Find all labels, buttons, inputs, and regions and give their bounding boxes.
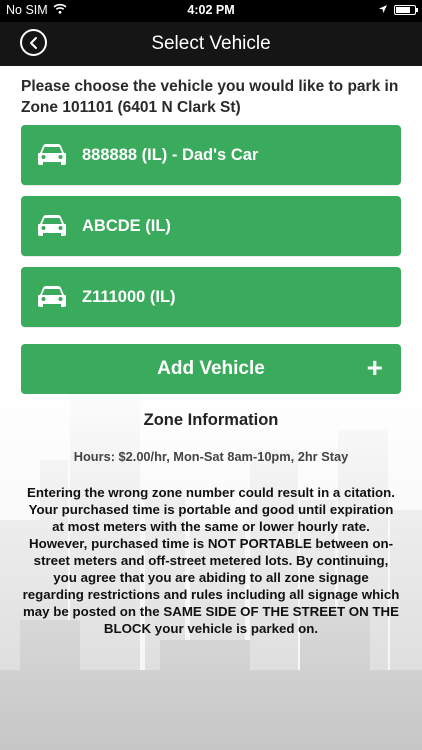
zone-info-title: Zone Information [143,411,279,429]
battery-icon [394,5,416,15]
zone-disclaimer: Entering the wrong zone number could result in a citation. Your purchased time is portable and good until expiration at most meters with the same or lower hourly rate. However, purchased time is NOT PORTABLE between on-street meters and off-street metered lots. By continuing, you agree that you are abiding to all zone signage regarding restrictions and rules including all signage which may be posted on the SAME SIDE OF THE STREET ON THE BLOCK your vehicle is parked on. [22,485,400,636]
zone-hours: Hours: $2.00/hr, Mon-Sat 8am-10pm, 2hr Stay [73,449,349,464]
location-icon [378,3,388,17]
vehicle-prompt: Please choose the vehicle you would like to park in Zone 101101 (6401 N Clark St) [21,78,399,116]
status-bar [0,0,422,22]
add-vehicle-label: Add Vehicle [157,358,265,379]
vehicle-label: Z111000 (IL) [82,287,176,306]
page-title: Select Vehicle [151,33,271,54]
carrier-label: No SIM [6,3,48,17]
car-icon [37,214,67,238]
vehicle-button-2[interactable] [21,196,401,256]
vehicle-button-3[interactable] [21,267,401,327]
car-icon [37,285,67,309]
vehicle-label: ABCDE (IL) [82,216,171,235]
plus-icon: + [366,352,383,383]
status-time: 4:02 PM [187,3,235,17]
vehicle-button-1[interactable] [21,125,401,185]
status-right [378,3,416,17]
car-icon [37,143,67,167]
add-vehicle-button[interactable] [21,344,401,394]
vehicle-label: 888888 (IL) - Dad's Car [82,145,259,164]
navigation-bar [0,22,422,66]
